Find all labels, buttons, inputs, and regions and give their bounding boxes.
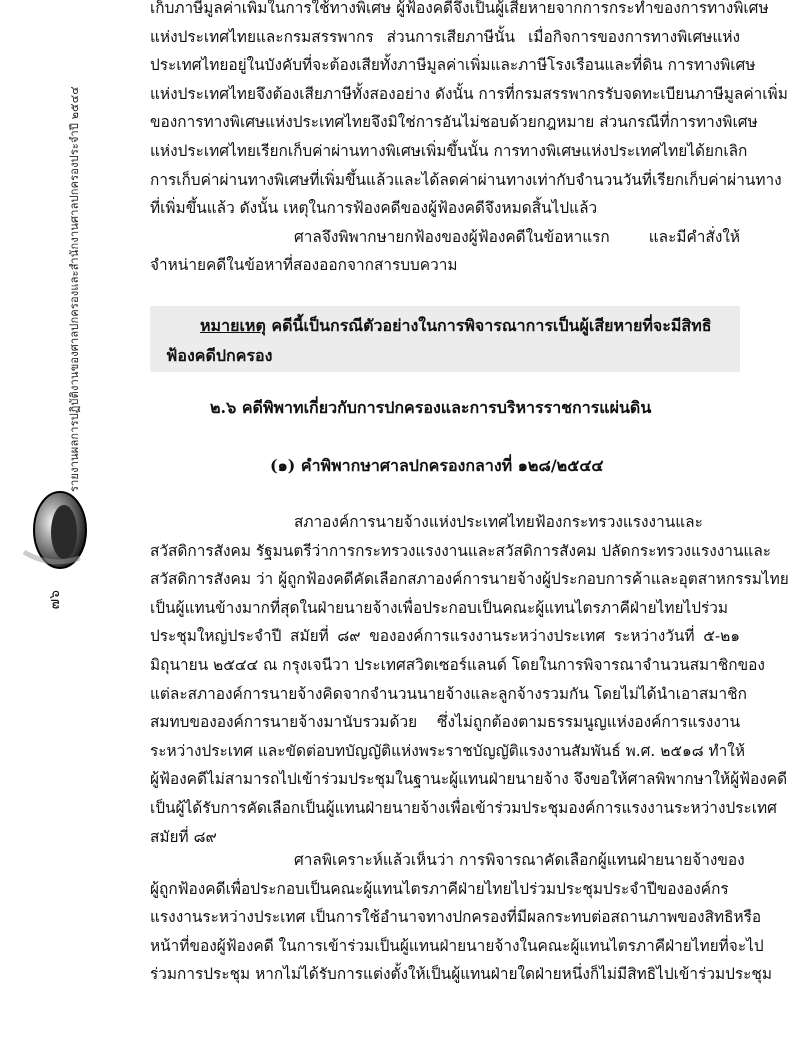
- case-heading: (๑) คำพิพากษาศาลปกครองกลางที่ ๑๒๘/๒๕๔๔: [270, 456, 604, 475]
- page-number: ๗๖: [47, 590, 63, 610]
- text-line: ประเทศไทยอยู่ในบังคับที่จะต้องเสียทั้งภาษีมูลค่าเพิ่มและภาษีโรงเรือนและที่ดิน การทางพิเศษ: [150, 56, 756, 75]
- text-line: ร่วมการประชุม หากไม่ได้รับการแต่งตั้งให้เป็นผู้แทนฝ่ายใดฝ่ายหนึ่งก็ไม่มีสิทธิไปเข้าร่วมประชุม: [150, 965, 773, 984]
- text-line: แห่งประเทศไทยจึงต้องเสียภาษีทั้งสองอย่าง ดังนั้น การที่กรมสรรพากรรับจดทะเบียนภาษีมูลค่าเพิ่ม: [150, 84, 788, 103]
- text-line: ประชุมใหญ่ประจำปี สมัยที่ ๘๙ ขององค์การแรงงานระหว่างประเทศ ระหว่างวันที่ ๕-๒๑: [150, 627, 740, 646]
- text-line: สวัสดิการสังคม ว่า ผู้ถูกฟ้องคดีคัดเลือกสภาองค์การนายจ้างผู้ประกอบการค้าและอุตสาหกรรมไทย: [150, 570, 789, 589]
- text-line: ผู้ถูกฟ้องคดีเพื่อประกอบเป็นคณะผู้แทนไตรภาคีฝ่ายไทยไปร่วมประชุมประจำปีขององค์กร: [150, 879, 729, 898]
- text-line: ที่เพิ่มขึ้นแล้ว ดังนั้น เหตุในการฟ้องคดีของผู้ฟ้องคดีจึงหมดสิ้นไปแล้ว: [150, 199, 598, 218]
- running-header: รายงานผลการปฏิบัติงานของศาลปกครองและสำนักงานศาลปกครองประจำปี ๒๕๔๔: [68, 86, 81, 492]
- text-line-indented: ศาลพิเคราะห์แล้วเห็นว่า การพิจารณาคัดเลือกผู้แทนฝ่ายนายจ้างของ: [294, 851, 745, 869]
- note-label: หมายเหตุ: [200, 316, 266, 335]
- text-line: สมทบขององค์การนายจ้างมานับรวมด้วย ซึ่งไม่ถูกต้องตามธรรมนูญแห่งองค์การแรงงาน: [150, 713, 740, 732]
- text-line: ระหว่างประเทศ และขัดต่อบทบัญญัติแห่งพระราชบัญญัติแรงงานสัมพันธ์ พ.ศ. ๒๕๑๘ ทำให้: [150, 741, 745, 760]
- text-line: แต่ละสภาองค์การนายจ้างคิดจากจำนวนนายจ้างและลูกจ้างรวมกัน โดยไม่ได้นำเอาสมาชิก: [150, 684, 747, 703]
- ring-logo-image: [20, 486, 92, 572]
- text-line-indented: ศาลจึงพิพากษายกฟ้องของผู้ฟ้องคดีในข้อหาแรก และมีคำสั่งให้: [294, 227, 740, 246]
- text-line: เป็นผู้ได้รับการคัดเลือกเป็นผู้แทนฝ่ายนายจ้างเพื่อเข้าร่วมประชุมองค์การแรงงานระหว่างประเทศ: [150, 798, 777, 817]
- note-body-line-2: ฟ้องคดีปกครอง: [166, 346, 273, 365]
- body-paragraph-2: [150, 508, 789, 851]
- note-text: [166, 311, 736, 371]
- text-line: แรงงานระหว่างประเทศ เป็นการใช้อำนาจทางปกครองที่มีผลกระทบต่อสถานภาพของสิทธิหรือ: [150, 908, 762, 927]
- text-line: การเก็บค่าผ่านทางพิเศษที่เพิ่มขึ้นแล้วและได้ลดค่าผ่านทางเท่ากับจำนวนวันที่เรียกเก็บค่าผ่านทาง: [150, 170, 782, 189]
- text-line: แห่งประเทศไทยและกรมสรรพากร ส่วนการเสียภาษีนั้น เมื่อกิจการของการทางพิเศษแห่ง: [150, 27, 740, 46]
- text-line: ผู้ฟ้องคดีไม่สามารถไปเข้าร่วมประชุมในฐานะผู้แทนฝ่ายนายจ้าง จึงขอให้ศาลพิพากษาให้ผู้ฟ้องคดี: [150, 770, 788, 789]
- text-line-indented: สภาองค์การนายจ้างแห่งประเทศไทยฟ้องกระทรวงแรงงานและ: [294, 513, 703, 531]
- section-heading: ๒.๖ คดีพิพาทเกี่ยวกับการปกครองและการบริหารราชการแผ่นดิน: [210, 398, 652, 417]
- text-line: แห่งประเทศไทยเรียกเก็บค่าผ่านทางพิเศษเพิ่มขึ้นนั้น การทางพิเศษแห่งประเทศไทยได้ยกเลิก: [150, 141, 748, 160]
- body-paragraph-1: [150, 0, 788, 280]
- note-body-line-1: คดีนี้เป็นกรณีตัวอย่างในการพิจารณาการเป็นผู้เสียหายที่จะมีสิทธิ: [265, 316, 712, 335]
- text-line: หน้าที่ของผู้ฟ้องคดี ในการเข้าร่วมเป็นผู้แทนฝ่ายนายจ้างในคณะผู้แทนไตรภาคีฝ่ายไทยที่จะไป: [150, 936, 764, 955]
- text-line: จำหน่ายคดีในข้อหาที่สองออกจากสารบบความ: [150, 256, 458, 275]
- text-line: เป็นผู้แทนข้างมากที่สุดในฝ่ายนายจ้างเพื่อประกอบเป็นคณะผู้แทนไตรภาคีฝ่ายไทยไปร่วม: [150, 598, 729, 617]
- text-line: มิถุนายน ๒๕๔๔ ณ กรุงเจนีวา ประเทศสวิตเซอร์แลนด์ โดยในการพิจารณาจำนวนสมาชิกของ: [150, 655, 765, 674]
- text-line: สวัสดิการสังคม รัฐมนตรีว่าการกระทรวงแรงงานและสวัสดิการสังคม ปลัดกระทรวงแรงงานและ: [150, 541, 772, 560]
- body-paragraph-3: [150, 846, 773, 989]
- text-line: สมัยที่ ๘๙: [150, 827, 217, 846]
- text-line: ของการทางพิเศษแห่งประเทศไทยจึงมิใช่การอันไม่ชอบด้วยกฎหมาย ส่วนกรณีที่การทางพิเศษ: [150, 113, 758, 132]
- text-line: เก็บภาษีมูลค่าเพิ่มในการใช้ทางพิเศษ ผู้ฟ้องคดีจึงเป็นผู้เสียหายจากการกระทำของการทางพิเศษ: [150, 0, 769, 17]
